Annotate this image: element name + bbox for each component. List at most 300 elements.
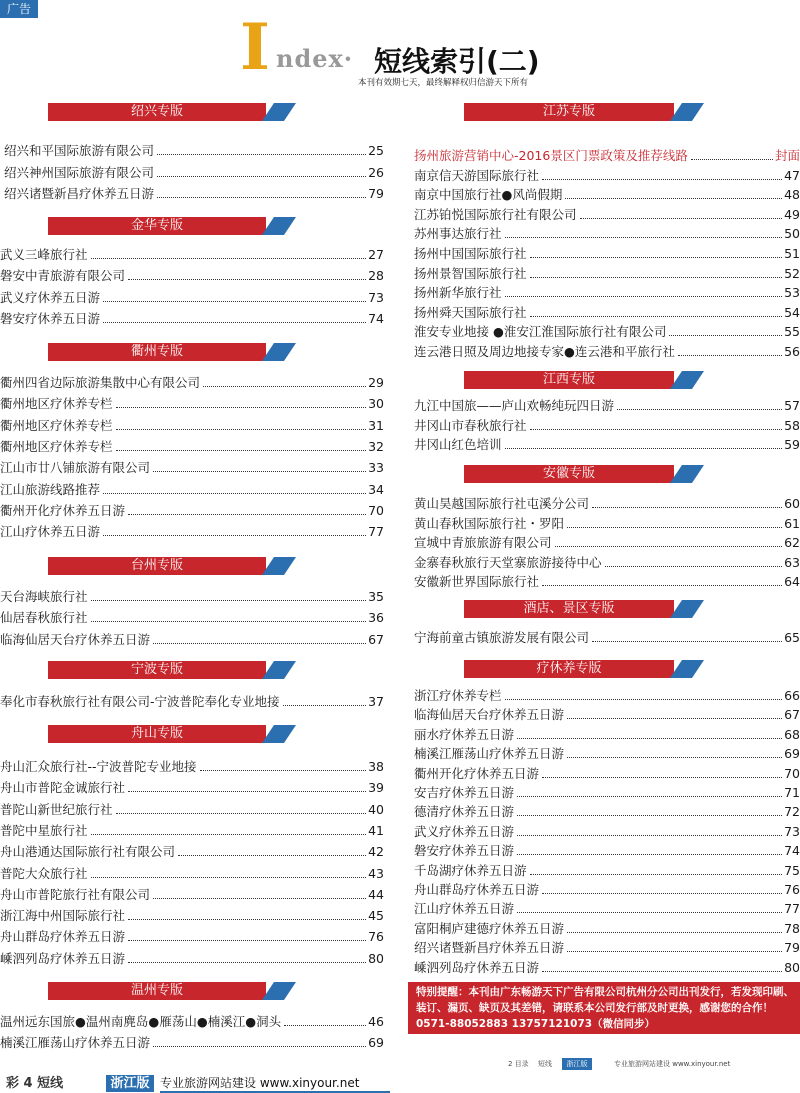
entry-page: 76 <box>368 929 384 945</box>
footer-slogan: 专业旅游网站建设 www.xinyour.net <box>160 1076 360 1090</box>
entry-page: 35 <box>368 589 384 604</box>
section-header <box>464 369 714 391</box>
entry-name: 衢州四省边际旅游集散中心有限公司 <box>0 375 201 390</box>
mini-footer-edition: 浙江版 <box>562 1058 592 1070</box>
entry-name: 绍兴和平国际旅游有限公司 <box>4 143 155 158</box>
entry-name: 南京信天游国际旅行社 <box>414 167 540 183</box>
index-entry[interactable] <box>0 480 384 500</box>
entry-name: 安徽新世界国际旅行社 <box>414 574 540 590</box>
entry-page: 63 <box>784 554 800 570</box>
index-entry[interactable] <box>414 705 800 725</box>
index-entry[interactable] <box>414 166 800 186</box>
leader-dots <box>565 198 782 199</box>
leader-dots <box>517 835 782 836</box>
entry-name: 绍兴神州国际旅游有限公司 <box>4 164 155 180</box>
leader-dots <box>153 898 366 899</box>
entry-page: 55 <box>784 324 800 340</box>
index-entry[interactable] <box>414 822 800 842</box>
leader-dots <box>505 237 783 238</box>
leader-dots <box>542 893 782 894</box>
entry-page: 59 <box>784 437 800 453</box>
entry-page: 44 <box>368 886 384 902</box>
entry-page: 33 <box>368 460 384 476</box>
entry-name: 扬州旅游营销中心-2016景区门票政策及推荐线路 <box>414 148 688 163</box>
leader-dots <box>678 355 782 356</box>
section-stripe <box>262 982 296 1000</box>
entry-name: 井冈山红色培训 <box>414 437 502 453</box>
index-entry[interactable] <box>0 692 384 712</box>
index-entry[interactable] <box>0 927 384 947</box>
leader-dots <box>530 316 783 317</box>
entry-page: 67 <box>784 707 800 723</box>
entry-name: 浙江疗休养专栏 <box>414 688 502 703</box>
leader-dots <box>605 566 783 567</box>
leader-dots <box>153 643 366 644</box>
entry-name: 扬州新华旅行社 <box>414 285 502 301</box>
section-title: 温州专版 <box>48 982 266 1000</box>
index-entry[interactable] <box>414 322 800 342</box>
leader-dots <box>517 854 782 855</box>
leader-dots <box>542 585 782 586</box>
index-entry[interactable] <box>0 288 384 308</box>
entry-name: 宁海前童古镇旅游发展有限公司 <box>414 630 590 645</box>
entry-name: 扬州景智国际旅行社 <box>414 265 527 281</box>
leader-dots <box>103 301 366 302</box>
index-entry[interactable] <box>414 342 800 362</box>
index-entry[interactable] <box>0 778 384 798</box>
entry-page: 77 <box>784 901 800 917</box>
entry-page: 80 <box>368 950 384 966</box>
entry-page: 61 <box>784 515 800 531</box>
entry-name: 嵊泗列岛疗休养五日游 <box>0 950 126 966</box>
index-entry[interactable] <box>0 416 384 436</box>
entry-page: 42 <box>368 844 384 860</box>
entry-page: 65 <box>784 630 800 645</box>
entry-name: 嵊泗列岛疗休养五日游 <box>414 959 540 975</box>
leader-dots <box>580 218 783 219</box>
section-stripe <box>670 600 704 618</box>
leader-dots <box>617 409 782 410</box>
section-header <box>48 723 306 745</box>
entry-page: 64 <box>784 574 800 590</box>
index-entry[interactable] <box>0 821 384 841</box>
entry-name: 楠溪江雁荡山疗休养五日游 <box>0 1035 151 1051</box>
section-stripe <box>670 371 704 389</box>
entry-page: 32 <box>368 438 384 454</box>
entry-name: 奉化市春秋旅行社有限公司-宁波普陀奉化专业地接 <box>0 694 280 709</box>
index-entry[interactable] <box>0 501 384 521</box>
entry-page: 57 <box>784 398 800 413</box>
section-stripe <box>670 465 704 483</box>
index-entry[interactable] <box>414 572 800 592</box>
entry-page: 36 <box>368 610 384 626</box>
index-entry[interactable] <box>414 938 800 958</box>
entry-name: 九江中国旅——庐山欢畅纯玩四日游 <box>414 398 615 413</box>
entry-page: 40 <box>368 801 384 817</box>
leader-dots <box>567 951 782 952</box>
entry-name: 江山旅游线路推荐 <box>0 481 101 497</box>
index-entry[interactable] <box>0 885 384 905</box>
index-entry[interactable] <box>414 435 800 455</box>
entry-page: 69 <box>368 1035 384 1051</box>
index-entry[interactable] <box>0 373 384 393</box>
index-entry[interactable] <box>414 205 800 225</box>
leader-dots <box>283 705 367 706</box>
leader-dots <box>203 386 366 387</box>
entry-page: 60 <box>784 496 800 511</box>
section-stripe <box>262 343 296 361</box>
entry-page: 74 <box>368 310 384 326</box>
entry-page: 26 <box>368 164 384 180</box>
entry-name: 舟山群岛疗休养五日游 <box>0 929 126 945</box>
mini-footer <box>490 1058 800 1070</box>
entry-name: 楠溪江雁荡山疗休养五日游 <box>414 746 565 762</box>
section-title: 酒店、景区专版 <box>464 600 674 618</box>
entry-page: 52 <box>784 265 800 281</box>
entry-name: 天台海峡旅行社 <box>0 589 88 604</box>
mini-footer-page: 2 目录 <box>508 1060 529 1068</box>
leader-dots <box>200 770 367 771</box>
leader-dots <box>592 641 782 642</box>
leader-dots <box>592 507 782 508</box>
index-entry[interactable] <box>414 264 800 284</box>
entry-name: 普陀中星旅行社 <box>0 822 88 838</box>
section-title: 疗休养专版 <box>464 660 674 678</box>
entry-name: 仙居春秋旅行社 <box>0 610 88 626</box>
leader-dots <box>517 796 782 797</box>
index-entry[interactable] <box>414 802 800 822</box>
leader-dots <box>691 159 773 160</box>
index-entry[interactable] <box>414 764 800 784</box>
index-entry[interactable] <box>414 553 800 573</box>
entry-page: 75 <box>784 862 800 878</box>
entry-page: 73 <box>784 823 800 839</box>
leader-dots <box>153 1046 366 1047</box>
leader-dots <box>567 932 782 933</box>
leader-dots <box>517 738 782 739</box>
index-entry[interactable] <box>0 630 384 650</box>
section-title: 宁波专版 <box>48 661 266 679</box>
leader-dots <box>555 546 783 547</box>
section-stripe <box>262 103 296 121</box>
leader-dots <box>128 791 366 792</box>
entry-name: 黄山春秋国际旅行社・罗阳 <box>414 515 565 531</box>
leader-dots <box>116 813 367 814</box>
leader-dots <box>157 197 366 198</box>
entry-name: 丽水疗休养五日游 <box>414 726 515 742</box>
index-entry[interactable] <box>414 628 800 648</box>
index-entry[interactable] <box>0 587 384 607</box>
entry-page: 72 <box>784 804 800 820</box>
entry-page: 67 <box>368 631 384 647</box>
index-entry[interactable] <box>414 958 800 978</box>
index-entry[interactable] <box>414 494 800 514</box>
index-entry[interactable] <box>414 303 800 323</box>
index-entry[interactable] <box>414 686 800 706</box>
index-entry[interactable] <box>414 880 800 900</box>
section-stripe <box>262 725 296 743</box>
index-entry[interactable] <box>0 1033 384 1053</box>
entry-name: 连云港日照及周边地接专家●连云港和平旅行社 <box>414 344 675 359</box>
entry-name: 江山疗休养五日游 <box>0 524 101 540</box>
section-title: 江西专版 <box>464 371 674 389</box>
entry-page: 38 <box>368 759 384 774</box>
entry-name: 江山疗休养五日游 <box>414 901 515 917</box>
entry-name: 浙江海中州国际旅行社 <box>0 908 126 924</box>
entry-name: 宣城中青旅旅游有限公司 <box>414 535 552 551</box>
section-header <box>48 215 306 237</box>
index-entry[interactable] <box>0 437 384 457</box>
section-header <box>464 101 714 123</box>
leader-dots <box>103 535 366 536</box>
leader-dots <box>128 940 366 941</box>
footer-edition: 浙江版 <box>106 1075 154 1092</box>
leader-dots <box>530 429 783 430</box>
leader-dots <box>505 699 783 700</box>
entry-page: 54 <box>784 304 800 320</box>
section-stripe <box>670 660 704 678</box>
page-subtitle: 本刊有效期七天，最终解释权归信游天下所有 <box>358 78 529 88</box>
section-title: 衢州专版 <box>48 343 266 361</box>
entry-name: 普陀大众旅行社 <box>0 865 88 881</box>
entry-name: 舟山市普陀金诚旅行社 <box>0 780 126 796</box>
entry-name: 磐安疗休养五日游 <box>414 843 515 859</box>
index-entry[interactable] <box>0 842 384 862</box>
section-header <box>48 555 306 577</box>
entry-page: 45 <box>368 908 384 924</box>
entry-page: 30 <box>368 396 384 412</box>
index-header <box>240 10 600 88</box>
entry-page: 27 <box>368 247 384 262</box>
index-entry[interactable] <box>0 864 384 884</box>
entry-page: 79 <box>784 940 800 956</box>
entry-page: 31 <box>368 417 384 433</box>
entry-page: 34 <box>368 481 384 497</box>
index-entry[interactable] <box>0 458 384 478</box>
entry-page: 56 <box>784 344 800 359</box>
leader-dots <box>284 1025 366 1026</box>
section-header <box>48 101 306 123</box>
entry-page: 80 <box>784 959 800 975</box>
leader-dots <box>517 912 782 913</box>
entry-name: 临海仙居天台疗休养五日游 <box>414 707 565 723</box>
index-entry[interactable] <box>414 224 800 244</box>
entry-page: 50 <box>784 226 800 242</box>
entry-name: 苏州事达旅行社 <box>414 226 502 242</box>
section-header <box>464 463 714 485</box>
entry-page: 28 <box>368 268 384 284</box>
section-title: 金华专版 <box>48 217 266 235</box>
notice-line-1: 特别提醒：本刊由广东畅游天下广告有限公司杭州分公司出刊发行，若发现印刷、 <box>416 986 794 998</box>
section-title: 绍兴专版 <box>48 103 266 121</box>
entry-page: 73 <box>368 289 384 305</box>
index-entry[interactable] <box>4 141 384 161</box>
entry-name: 磐安疗休养五日游 <box>0 310 101 326</box>
index-entry[interactable] <box>0 608 384 628</box>
leader-dots <box>567 757 782 758</box>
index-word: ndex· <box>276 44 354 73</box>
entry-name: 舟山市普陀旅行社有限公司 <box>0 886 151 902</box>
entry-name: 衢州开化疗休养五日游 <box>0 502 126 518</box>
leader-dots <box>91 877 367 878</box>
entry-name: 衢州地区疗休养专栏 <box>0 396 113 412</box>
index-entry[interactable] <box>0 1012 384 1032</box>
entry-page: 51 <box>784 246 800 261</box>
entry-name: 江山市廿八铺旅游有限公司 <box>0 460 151 476</box>
index-entry[interactable] <box>414 244 800 264</box>
index-entry[interactable] <box>414 185 800 205</box>
entry-name: 临海仙居天台疗休养五日游 <box>0 631 151 647</box>
leader-dots <box>91 600 367 601</box>
leader-dots <box>669 335 782 336</box>
index-entry[interactable] <box>0 949 384 969</box>
leader-dots <box>157 176 366 177</box>
section-header <box>48 659 306 681</box>
leader-dots <box>91 258 367 259</box>
index-entry[interactable] <box>0 245 384 265</box>
index-entry[interactable] <box>414 841 800 861</box>
leader-dots <box>505 448 783 449</box>
entry-page: 41 <box>368 822 384 838</box>
page-footer <box>0 1074 800 1093</box>
index-entry[interactable] <box>0 266 384 286</box>
entry-name: 井冈山市春秋旅行社 <box>414 417 527 433</box>
entry-name: 舟山港通达国际旅行社有限公司 <box>0 844 176 860</box>
index-entry[interactable] <box>0 522 384 542</box>
section-title: 安徽专版 <box>464 465 674 483</box>
footer-page-label: 彩 4 短线 <box>6 1076 64 1091</box>
entry-name: 衢州地区疗休养专栏 <box>0 417 113 433</box>
entry-name: 扬州中国国际旅行社 <box>414 246 527 261</box>
entry-page: 78 <box>784 920 800 936</box>
leader-dots <box>128 514 366 515</box>
index-entry[interactable] <box>0 800 384 820</box>
leader-dots <box>542 777 782 778</box>
mini-footer-label: 短线 <box>538 1060 552 1068</box>
entry-page: 66 <box>784 688 800 703</box>
entry-page: 37 <box>368 694 384 709</box>
entry-page: 68 <box>784 726 800 742</box>
section-stripe <box>262 217 296 235</box>
mini-footer-slogan: 专业旅游网站建设 www.xinyour.net <box>614 1060 731 1068</box>
index-entry[interactable] <box>4 163 384 183</box>
leader-dots <box>517 815 782 816</box>
index-entry[interactable] <box>0 906 384 926</box>
leader-dots <box>116 407 367 408</box>
entry-page: 47 <box>784 167 800 183</box>
index-entry[interactable] <box>0 309 384 329</box>
entry-page: 43 <box>368 865 384 881</box>
entry-name: 金寨春秋旅行天堂寨旅游接待中心 <box>414 554 602 570</box>
leader-dots <box>530 277 783 278</box>
entry-name: 温州远东国旅●温州南麂岛●雁荡山●楠溪江●洞头 <box>0 1014 282 1029</box>
entry-page: 77 <box>368 524 384 540</box>
index-entry[interactable] <box>4 184 384 204</box>
leader-dots <box>530 257 783 258</box>
page-title: 短线索引(二) <box>374 45 540 78</box>
index-entry[interactable] <box>414 146 800 166</box>
section-stripe <box>670 103 704 121</box>
leader-dots <box>116 429 367 430</box>
entry-name: 武义三峰旅行社 <box>0 247 88 262</box>
entry-page: 71 <box>784 785 800 800</box>
entry-name: 衢州地区疗休养专栏 <box>0 438 113 454</box>
notice-line-3: 0571-88052883 13757121073（微信同步） <box>416 1018 656 1030</box>
entry-name: 黄山昊越国际旅行社屯溪分公司 <box>414 496 590 511</box>
entry-page: 53 <box>784 285 800 301</box>
leader-dots <box>116 450 367 451</box>
index-entry[interactable] <box>0 757 384 777</box>
entry-name: 舟山汇众旅行社--宁波普陀专业地接 <box>0 759 197 774</box>
section-header <box>464 658 714 680</box>
entry-name: 千岛湖疗休养五日游 <box>414 862 527 878</box>
index-entry[interactable] <box>414 416 800 436</box>
entry-name: 安吉疗休养五日游 <box>414 785 515 800</box>
entry-page: 49 <box>784 206 800 222</box>
section-title: 台州专版 <box>48 557 266 575</box>
index-entry[interactable] <box>414 396 800 416</box>
leader-dots <box>530 874 783 875</box>
leader-dots <box>505 296 783 297</box>
entry-page: 79 <box>368 186 384 201</box>
entry-page: 58 <box>784 417 800 433</box>
leader-dots <box>542 179 782 180</box>
index-entry[interactable] <box>414 919 800 939</box>
leader-dots <box>153 471 366 472</box>
entry-name: 南京中国旅行社●风尚假期 <box>414 187 563 203</box>
leader-dots <box>103 322 366 323</box>
leader-dots <box>91 834 367 835</box>
entry-page: 69 <box>784 746 800 762</box>
index-entry[interactable] <box>414 744 800 764</box>
leader-dots <box>542 971 782 972</box>
index-entry[interactable] <box>414 283 800 303</box>
leader-dots <box>91 621 367 622</box>
entry-name: 扬州舜天国际旅行社 <box>414 304 527 320</box>
entry-name: 江苏铂悦国际旅行社有限公司 <box>414 206 577 222</box>
entry-page: 29 <box>368 375 384 390</box>
entry-page: 封面 <box>774 148 800 163</box>
entry-name: 磐安中青旅游有限公司 <box>0 268 126 284</box>
section-title: 舟山专版 <box>48 725 266 743</box>
entry-name: 武义疗休养五日游 <box>0 289 101 305</box>
index-entry[interactable] <box>414 533 800 553</box>
entry-page: 70 <box>784 765 800 781</box>
leader-dots <box>128 279 366 280</box>
entry-name: 富阳桐庐建德疗休养五日游 <box>414 920 565 936</box>
section-stripe <box>262 661 296 679</box>
entry-page: 25 <box>368 143 384 158</box>
index-entry[interactable] <box>414 783 800 803</box>
section-header <box>48 980 306 1002</box>
section-header <box>464 598 714 620</box>
index-entry[interactable] <box>0 394 384 414</box>
index-entry[interactable] <box>414 514 800 534</box>
leader-dots <box>178 855 366 856</box>
entry-name: 德清疗休养五日游 <box>414 804 515 820</box>
entry-page: 48 <box>784 187 800 203</box>
index-entry[interactable] <box>414 861 800 881</box>
notice-box <box>408 982 800 1034</box>
leader-dots <box>103 493 366 494</box>
section-title: 江苏专版 <box>464 103 674 121</box>
entry-name: 淮安专业地接 ●淮安江淮国际旅行社有限公司 <box>414 324 667 340</box>
entry-name: 绍兴诸暨新昌疗休养五日游 <box>4 186 155 201</box>
index-entry[interactable] <box>414 725 800 745</box>
entry-name: 衢州开化疗休养五日游 <box>414 765 540 781</box>
entry-name: 舟山群岛疗休养五日游 <box>414 882 540 897</box>
index-entry[interactable] <box>414 899 800 919</box>
